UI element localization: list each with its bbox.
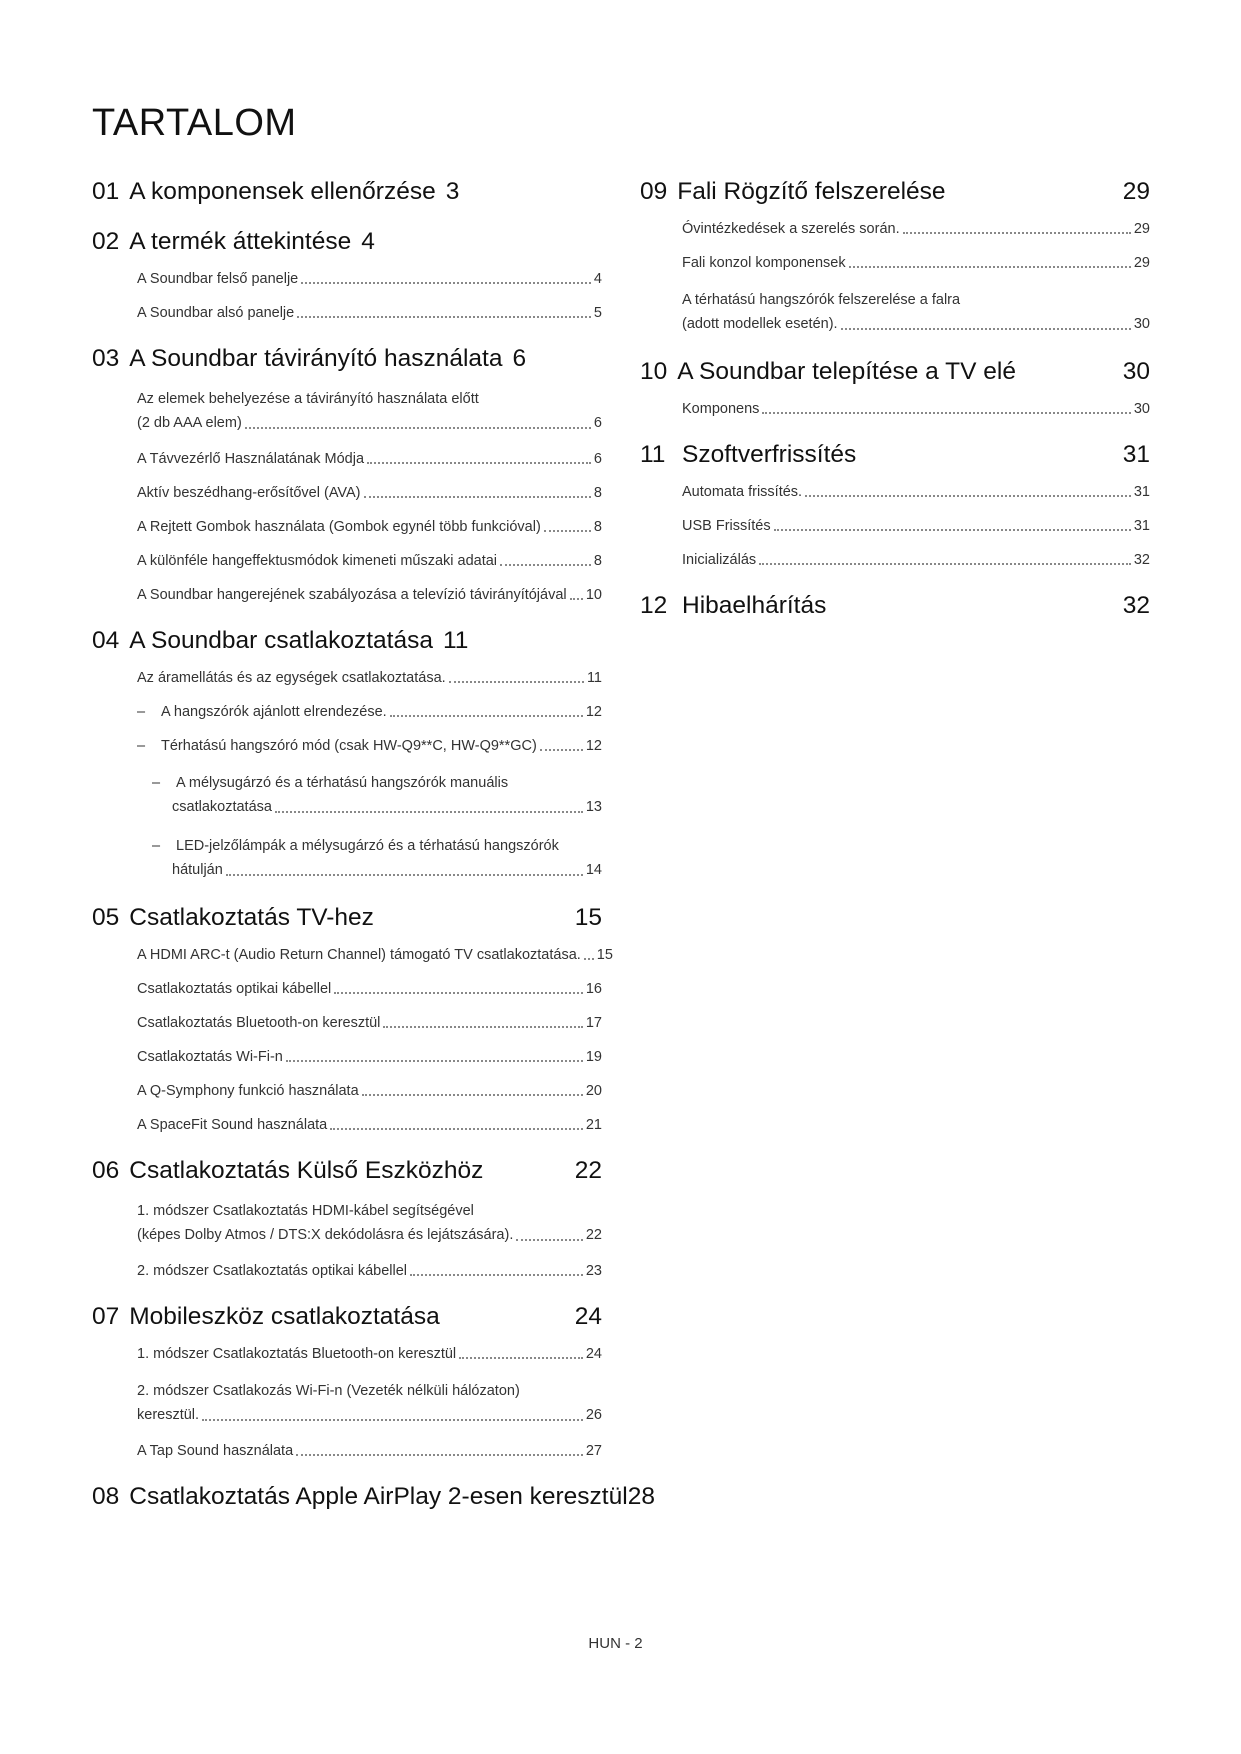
toc-entry-multiline[interactable] [152,771,602,819]
entry-label-line1: LED-jelzőlámpák a mélysugárzó és a térhatású hangszórók [176,838,559,854]
entry-page: 11 [586,670,602,686]
section-heading[interactable] [640,358,1150,386]
dot-leader [762,412,1130,414]
entry-page: 8 [593,553,602,569]
dot-leader [849,266,1131,268]
entry-label: A Q-Symphony funkció használata [137,1083,359,1099]
section-title: Csatlakoztatás TV-hez [129,904,374,931]
toc-right-column [640,178,1150,642]
section-number: 07 [92,1303,120,1330]
section-page: 3 [445,178,460,205]
entry-label: Az áramellátás és az egységek csatlakoztatása. [137,670,446,686]
toc-entry-multiline[interactable] [137,387,602,435]
entry-label: Csatlakoztatás optikai kábellel [137,981,332,997]
dot-leader [903,232,1131,234]
toc-entry[interactable] [682,254,1150,273]
dot-leader [805,495,1131,497]
section-title: A termék áttekintése [129,228,352,255]
dot-leader [410,1274,583,1276]
entry-label-line2: (2 db AAA elem) [137,415,242,431]
dot-leader [202,1419,583,1421]
section-page: 22 [574,1157,602,1184]
entry-label-line1: 1. módszer Csatlakoztatás HDMI-kábel segítségével [137,1203,474,1219]
dot-leader [383,1026,582,1028]
section-page: 24 [574,1303,602,1330]
entry-page: 6 [593,415,602,431]
toc-entry[interactable] [682,483,1150,502]
section-page: 30 [1122,358,1150,385]
section-title: Csatlakoztatás Apple AirPlay 2-esen keresztül [129,1483,628,1510]
section-heading[interactable] [640,592,1150,620]
dash-marker: – [152,775,161,791]
page-number: HUN - 2 [588,1635,643,1652]
section-page: 31 [1122,441,1150,468]
entry-page: 12 [585,704,602,720]
entry-page: 12 [585,738,602,754]
section-number: 02 [92,228,120,255]
section-number: 10 [640,358,668,385]
section-title: Mobileszköz csatlakoztatása [129,1303,440,1330]
entry-label: Aktív beszédhang-erősítővel (AVA) [137,485,361,501]
section-title: Hibaelhárítás [682,592,827,619]
entry-page: 32 [1133,552,1150,568]
toc-entry[interactable] [137,980,602,999]
toc-entry[interactable] [137,1082,602,1101]
entry-page: 21 [585,1117,602,1133]
entry-label: Csatlakoztatás Bluetooth-on keresztül [137,1015,381,1031]
dot-leader [367,462,591,464]
dot-leader [584,958,594,960]
dot-leader [516,1239,583,1241]
toc-section-12 [640,592,1150,620]
section-page: 32 [1122,592,1150,619]
dot-leader [286,1060,583,1062]
dot-leader [362,1094,583,1096]
toc-section-04 [92,627,602,882]
dot-leader [245,427,591,429]
section-title: Csatlakoztatás Külső Eszközhöz [129,1157,484,1184]
entry-label: A Soundbar hangerejének szabályozása a televízió távirányítójával [137,587,567,603]
toc-entry[interactable] [137,552,602,571]
toc-entry[interactable] [137,946,613,965]
toc-entry[interactable] [137,1262,602,1281]
entry-page: 19 [585,1049,602,1065]
section-title: A Soundbar telepítése a TV elé [677,358,1016,385]
dash-marker: – [137,704,146,720]
toc-entry[interactable] [137,1014,602,1033]
toc-section-05 [92,904,613,1135]
dot-leader [390,715,583,717]
toc-entry[interactable] [682,220,1150,239]
entry-label: Automata frissítés. [682,484,803,500]
section-number: 11 [640,441,666,468]
entry-label: A Távvezérlő Használatának Módja [137,451,365,467]
section-title: Fali Rögzítő felszerelése [677,178,946,205]
entry-label-line1: A mélysugárzó és a térhatású hangszórók manuális [176,775,509,791]
entry-label: Térhatású hangszóró mód (csak HW-Q9**C, HW-Q9**GC) [161,738,537,754]
toc-entry[interactable] [137,518,602,537]
toc-entry[interactable] [682,517,1150,536]
toc-section-06 [92,1157,602,1281]
dot-leader [540,749,583,751]
dot-leader [364,496,591,498]
entry-page: 4 [593,271,602,287]
entry-label-line2: hátulján [172,862,223,878]
page-title: TARTALOM [92,102,297,144]
entry-label-line2: csatlakoztatása [172,799,272,815]
dot-leader [459,1357,583,1359]
toc-entry[interactable] [137,703,602,722]
entry-page: 6 [593,451,602,467]
section-heading[interactable] [92,1157,602,1185]
entry-page: 8 [593,519,602,535]
toc-entry-multiline[interactable] [137,1199,602,1247]
toc-entry-multiline[interactable] [152,834,602,882]
entry-page: 24 [585,1346,602,1362]
toc-section-08 [92,1483,655,1511]
page-footer [0,1635,1241,1652]
section-number: 04 [92,627,120,654]
entry-label: 2. módszer Csatlakoztatás optikai kábellel [137,1263,407,1279]
dot-leader [774,529,1131,531]
entry-page: 22 [585,1227,602,1243]
entry-page: 31 [1133,518,1150,534]
entry-label: A Tap Sound használata [137,1443,294,1459]
entry-page: 14 [585,862,602,878]
dot-leader [275,811,583,813]
section-page: 15 [574,904,602,931]
entry-label: A Rejtett Gombok használata (Gombok egynél több funkcióval) [137,519,541,535]
toc-section-03 [92,345,602,605]
toc-entry[interactable] [137,304,602,323]
section-heading[interactable] [92,228,602,256]
dash-marker: – [137,738,146,754]
section-heading[interactable] [640,178,1150,206]
section-heading[interactable] [92,627,602,655]
entry-label-line2: (képes Dolby Atmos / DTS:X dekódolásra és lejátszására). [137,1227,514,1243]
entry-label: A HDMI ARC-t (Audio Return Channel) támogató TV csatlakoztatása. [137,947,581,963]
toc-entry[interactable] [137,737,602,756]
entry-page: 27 [585,1443,602,1459]
toc-section-10 [640,358,1150,419]
entry-page: 26 [585,1407,602,1423]
entry-label: A hangszórók ajánlott elrendezése. [161,704,387,720]
section-title: A Soundbar csatlakoztatása [129,627,433,654]
section-number: 06 [92,1157,120,1184]
section-page: 4 [361,228,375,255]
entry-page: 17 [585,1015,602,1031]
section-page: 6 [512,345,527,372]
entry-label: A különféle hangeffektusmódok kimeneti műszaki adatai [137,553,498,569]
section-number: 12 [640,592,668,619]
section-heading[interactable] [92,1483,655,1511]
toc-section-11 [640,441,1150,570]
section-number: 05 [92,904,120,931]
toc-entry[interactable] [137,669,602,688]
entry-page: 16 [585,981,602,997]
entry-page: 20 [585,1083,602,1099]
dot-leader [570,598,583,600]
section-number: 08 [92,1483,120,1510]
toc-entry[interactable] [137,1442,602,1461]
section-heading[interactable] [92,1303,602,1331]
dot-leader [841,328,1131,330]
toc-entry[interactable] [137,1116,602,1135]
toc-entry[interactable] [137,1345,602,1364]
entry-label: A Soundbar felső panelje [137,271,299,287]
section-heading[interactable] [640,441,1150,469]
section-page: 28 [627,1483,655,1510]
section-number: 03 [92,345,120,372]
entry-page: 23 [585,1263,602,1279]
entry-label: Csatlakoztatás Wi-Fi-n [137,1049,283,1065]
toc-entry[interactable] [682,551,1150,570]
entry-label: Inicializálás [682,552,757,568]
toc-entry-multiline[interactable] [682,288,1150,336]
section-number: 01 [92,178,120,205]
section-page: 11 [443,627,469,654]
entry-page: 29 [1133,255,1150,271]
toc-entry[interactable] [682,400,1150,419]
dot-leader [226,874,583,876]
entry-page: 30 [1133,401,1150,417]
entry-label-line1: 2. módszer Csatlakozás Wi-Fi-n (Vezeték nélküli hálózaton) [137,1383,520,1399]
entry-label: Fali konzol komponensek [682,255,846,271]
toc-section-01 [92,178,602,206]
toc-entry[interactable] [137,270,602,289]
entry-page: 30 [1133,316,1150,332]
entry-label: Óvintézkedések a szerelés során. [682,221,900,237]
entry-page: 5 [593,305,602,321]
entry-page: 13 [585,799,602,815]
entry-page: 31 [1133,484,1150,500]
section-heading[interactable] [92,904,602,932]
dot-leader [334,992,583,994]
entry-label: USB Frissítés [682,518,771,534]
entry-label-line1: A térhatású hangszórók felszerelése a falra [682,292,961,308]
section-title: A komponensek ellenőrzése [129,178,436,205]
entry-page: 15 [596,947,613,963]
dot-leader [544,530,591,532]
entry-label: A Soundbar alsó panelje [137,305,295,321]
toc-section-02 [92,228,602,323]
dot-leader [330,1128,583,1130]
section-number: 09 [640,178,668,205]
entry-page: 10 [585,587,602,603]
dot-leader [449,681,584,683]
entry-page: 8 [593,485,602,501]
entry-page: 29 [1133,221,1150,237]
dot-leader [297,316,591,318]
entry-label: 1. módszer Csatlakoztatás Bluetooth-on keresztül [137,1346,457,1362]
section-heading[interactable] [92,178,602,206]
dot-leader [301,282,591,284]
entry-label-line2: keresztül. [137,1407,200,1423]
toc-section-07 [92,1303,602,1461]
entry-label-line1: Az elemek behelyezése a távirányító használata előtt [137,391,479,407]
toc-section-09 [640,178,1150,336]
dash-marker: – [152,838,161,854]
toc-entry[interactable] [137,1048,602,1067]
dot-leader [759,563,1131,565]
toc-entry[interactable] [137,586,602,605]
section-title: Szoftverfrissítés [682,441,857,468]
section-title: A Soundbar távirányító használata [129,345,503,372]
toc-entry[interactable] [137,450,602,469]
entry-label: Komponens [682,401,760,417]
entry-label-line2: (adott modellek esetén). [682,316,838,332]
dot-leader [296,1454,583,1456]
section-page: 29 [1122,178,1150,205]
entry-label: A SpaceFit Sound használata [137,1117,328,1133]
section-heading[interactable] [92,345,602,373]
toc-entry-multiline[interactable] [137,1379,602,1427]
toc-entry[interactable] [137,484,602,503]
dot-leader [500,564,591,566]
